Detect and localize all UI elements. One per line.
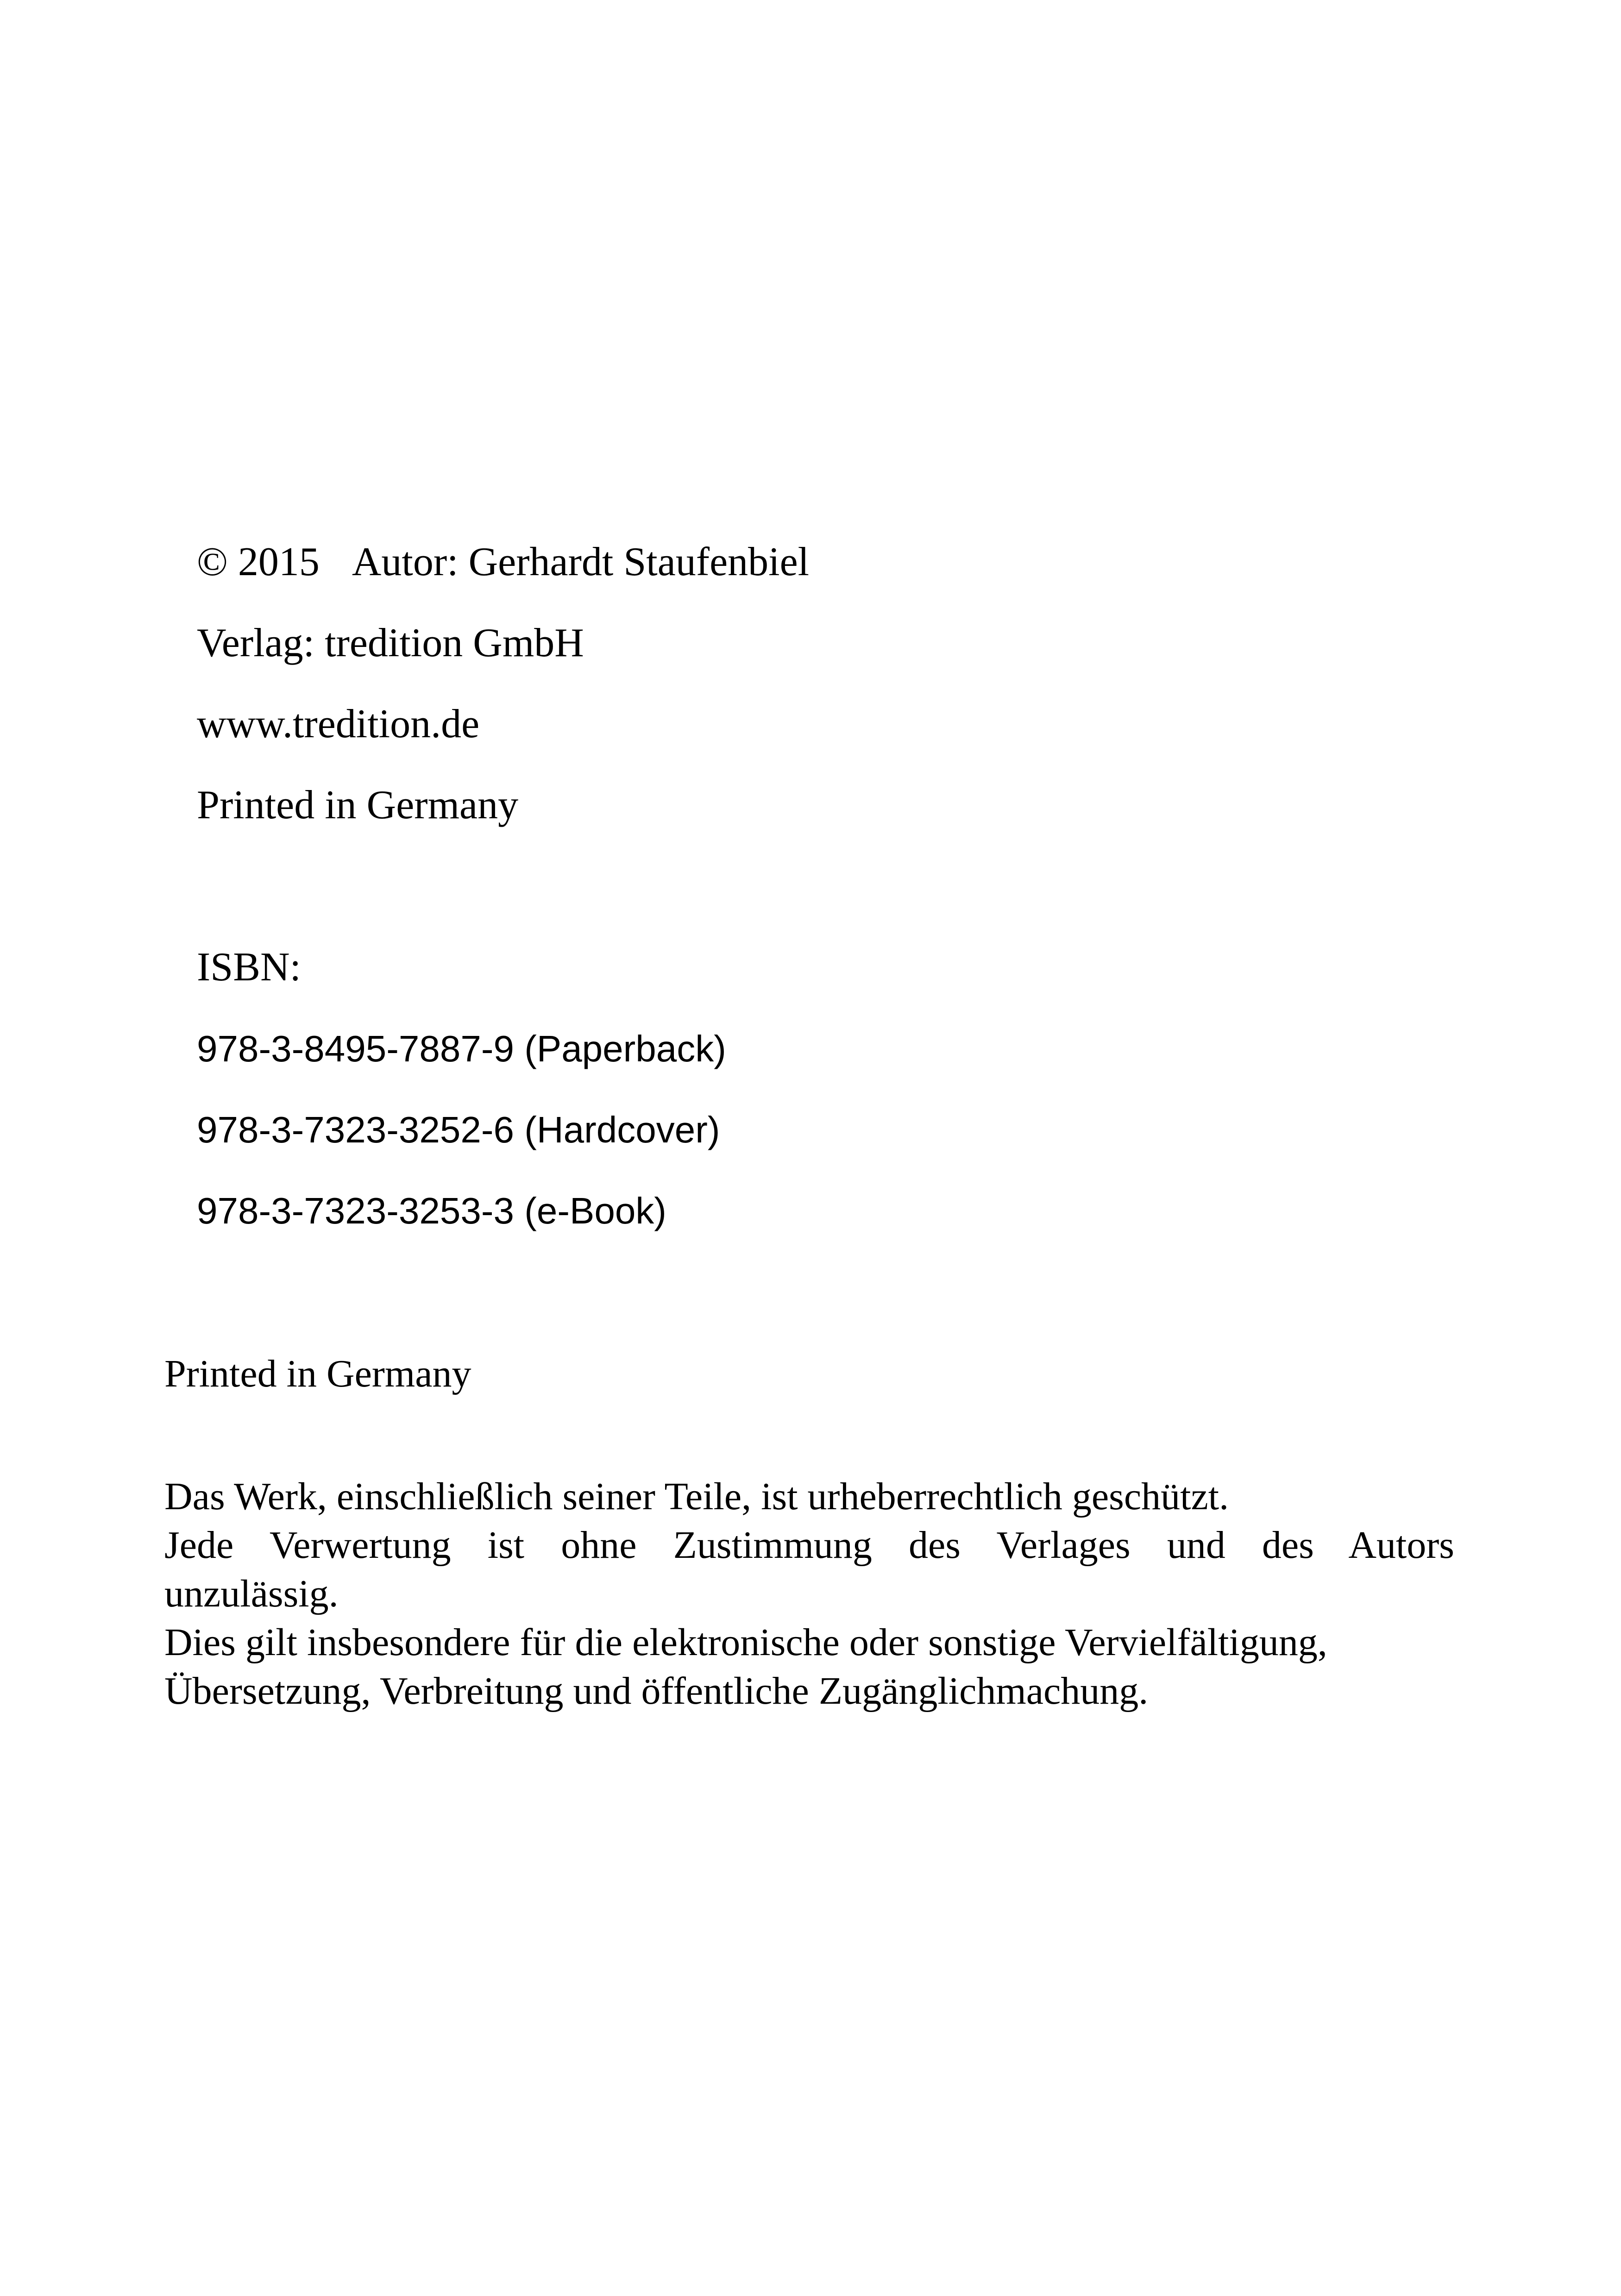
website-text: www.tredition.de [197,702,480,747]
printed-in-line-secondary: Printed in Germany [164,1352,471,1395]
publisher-line: Verlag: tredition GmbH [197,621,584,665]
copyright-line [197,539,810,584]
isbn-label: ISBN: [197,945,301,990]
copyright-year: © 2015 [197,539,320,584]
isbn-hardcover: 978-3-7323-3252-6 (Hardcover) [197,1109,720,1150]
author-name: Autor: Gerhardt Staufenbiel [352,539,810,584]
notice-line-3: unzulässig. [164,1572,339,1615]
notice-line-4: Dies gilt insbesondere für die elektronische oder sonstige Vervielfältigung, [164,1621,1327,1664]
printed-in-line: Printed in Germany [197,783,519,828]
notice-line-2: Jede Verwertung ist ohne Zustimmung des Verlages und des Autors [164,1524,1454,1567]
notice-line-1: Das Werk, einschließlich seiner Teile, ist urheberrechtlich geschützt. [164,1475,1229,1518]
notice-line-5: Übersetzung, Verbreitung und öffentliche Zugänglichmachung. [164,1669,1149,1713]
isbn-paperback: 978-3-8495-7887-9 (Paperback) [197,1028,726,1069]
isbn-ebook: 978-3-7323-3253-3 (e-Book) [197,1190,666,1231]
